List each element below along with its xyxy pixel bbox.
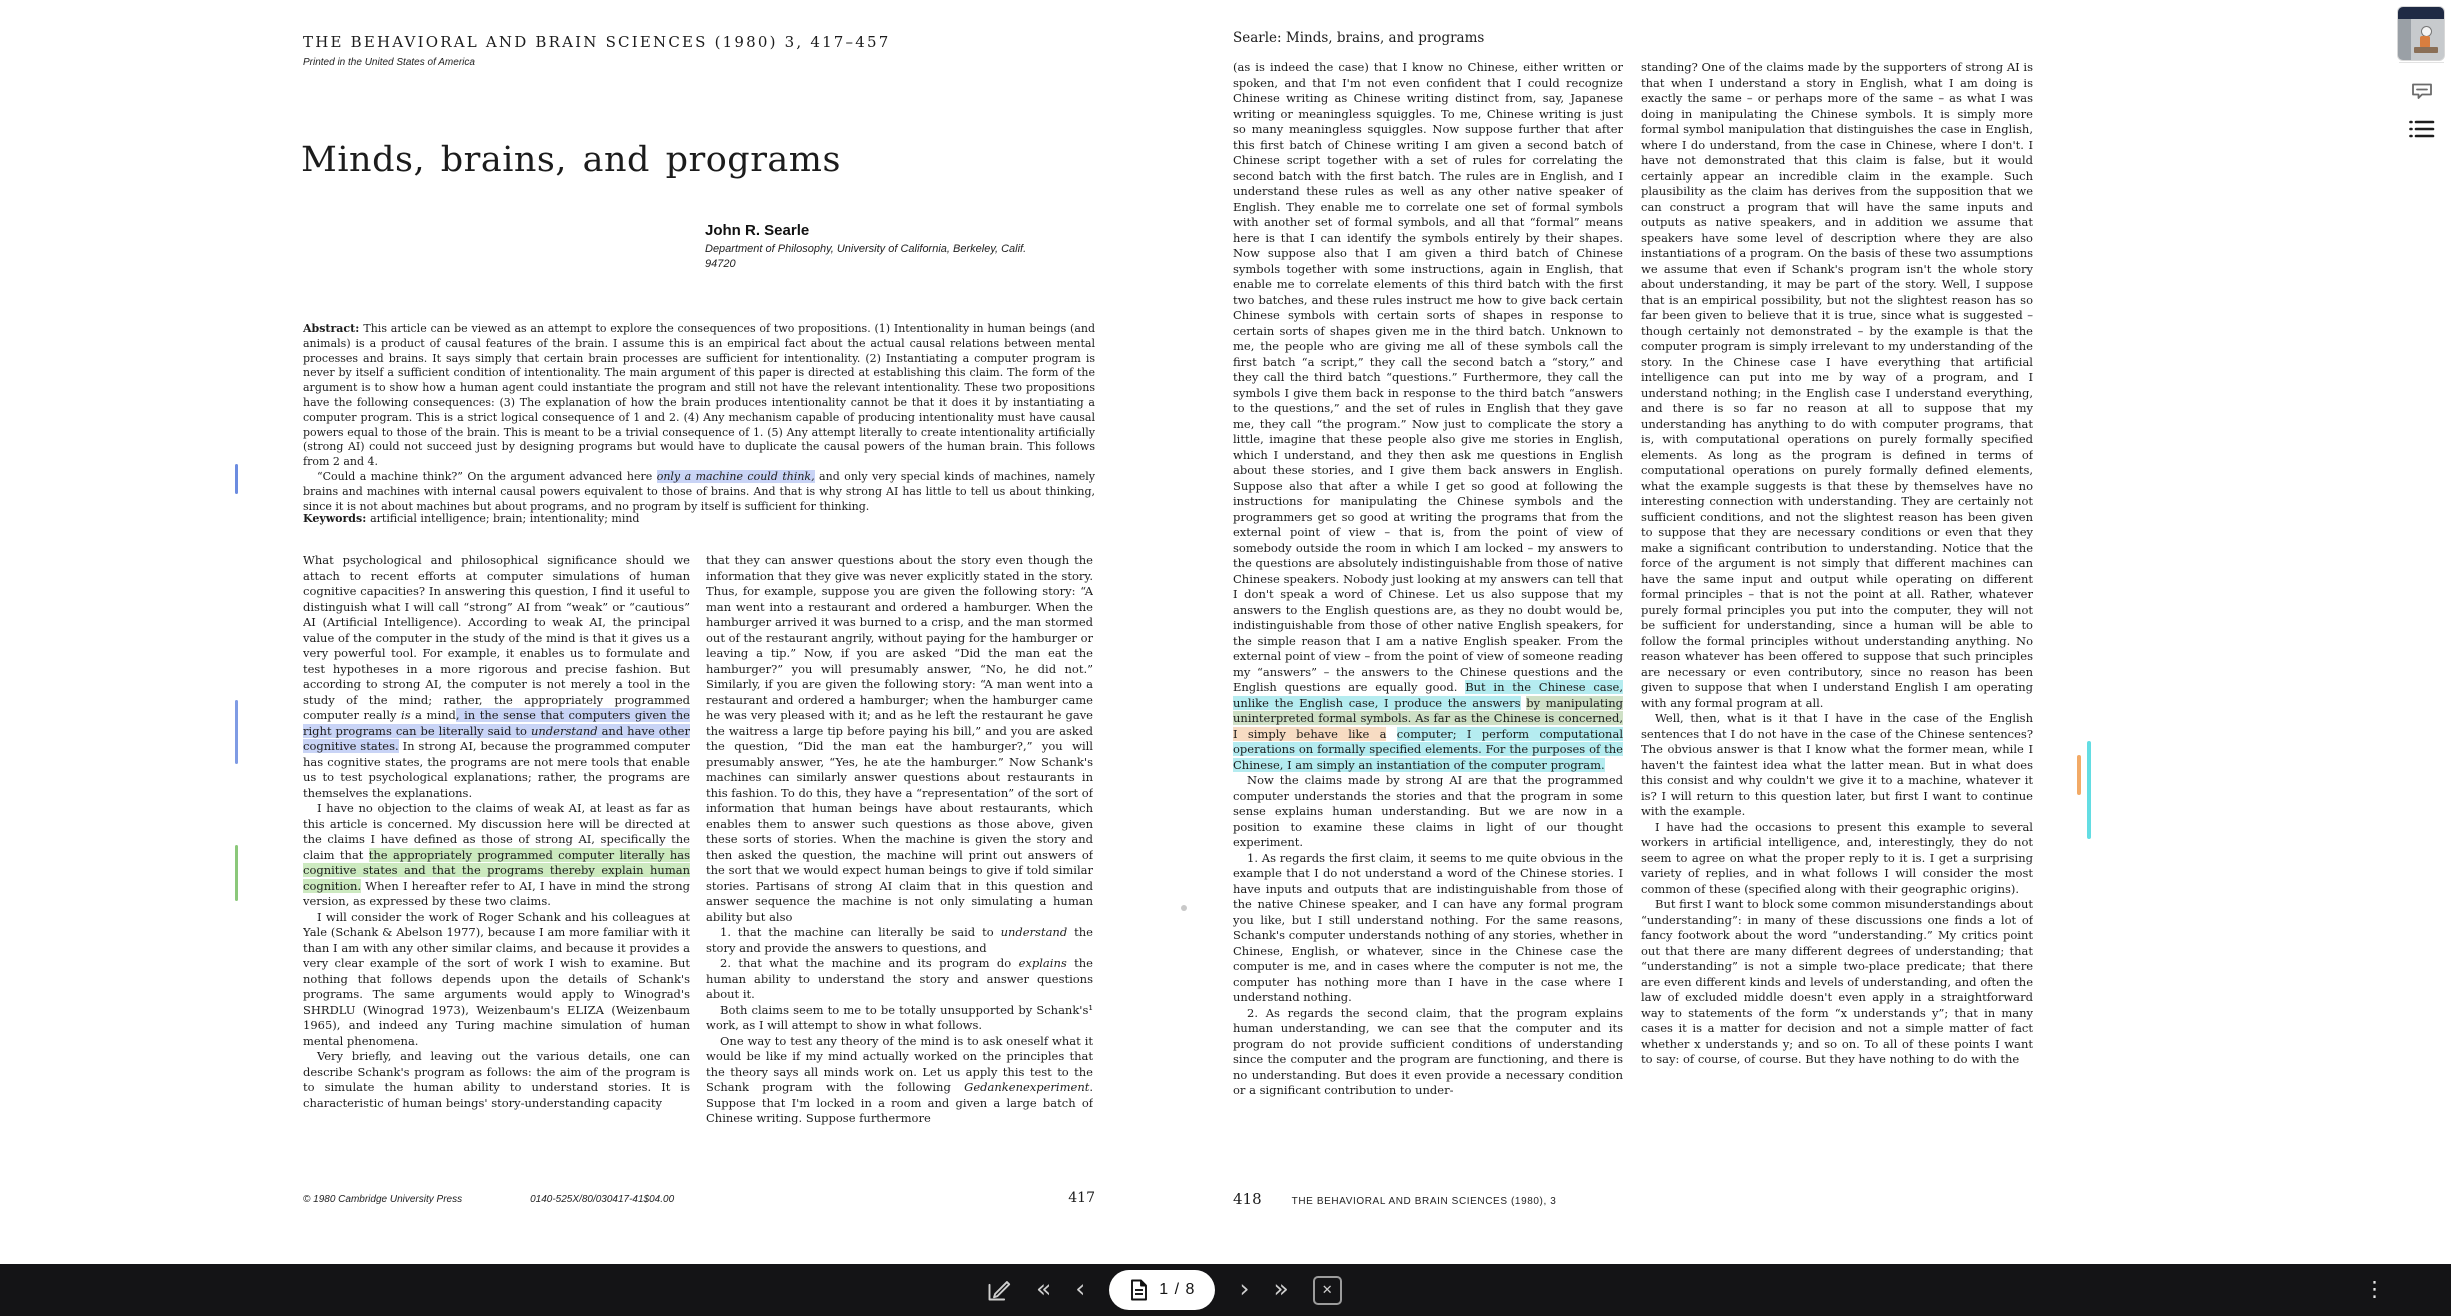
paragraph xyxy=(303,1049,690,1111)
paragraph xyxy=(1233,773,1623,851)
text-run: I have no objection to the claims of weak AI, at least as far as this article is concerned. My discussion here will be directed at the claims I have defined as those of strong AI, specifically the claim that xyxy=(303,801,690,862)
paragraph xyxy=(706,1034,1093,1127)
text-run: explains xyxy=(1018,956,1067,970)
margin-marker-cyan-right[interactable] xyxy=(2087,741,2091,839)
highlight-annotation[interactable]: only a machine could think, xyxy=(656,469,815,483)
left-page-column-2 xyxy=(706,553,1093,1171)
kebab-menu-icon[interactable]: ⋮ xyxy=(2364,1277,2385,1301)
comment-icon[interactable] xyxy=(2409,78,2435,104)
left-page-footer xyxy=(303,1190,1095,1206)
author-affiliation-line2: 94720 xyxy=(705,258,736,270)
text-run xyxy=(1386,727,1396,741)
issn-line: 0140-525X/80/030417-41$04.00 xyxy=(530,1194,675,1205)
text-run: I will consider the work of Roger Schank and his colleagues at Yale (Schank & Abelson 1977), because I am more familiar with it than I am with any other similar claims, and because it provides a very clear example of the sort of work I wish to examine. But nothing that follows depends upon the details of Schank's programs. The same arguments would apply to Winograd's SHRDLU (Winograd 1973), Weizenbaum's ELIZA (Weizenbaum 1965), and indeed any Turing machine simulation of human mental phenomena. xyxy=(303,909,690,1048)
copyright-line: © 1980 Cambridge University Press xyxy=(303,1194,463,1205)
highlight-annotation[interactable]: the appropriately programmed computer literally has cognitive states and that the programs thereby explain human cognition. xyxy=(303,847,690,893)
highlight-annotation[interactable]: and have other cognitive states. xyxy=(303,723,690,753)
text-run: In strong AI, because the programmed computer has cognitive states, the programs are not mere tools that enable us to test psychological explanations; rather, the programs are themselves the explanations. xyxy=(303,739,690,800)
margin-marker-blue-abstract[interactable] xyxy=(235,464,238,494)
highlight-annotation[interactable]: by manipulating uninterpreted formal symbols. As far as the Chinese is concerned, xyxy=(1233,695,1623,725)
highlight-annotation[interactable]: computer; I perform computational operations on formally specified elements. For the purposes of the Chinese, I am simply an instantiation of the computer program. xyxy=(1233,726,1623,772)
paragraph xyxy=(1233,60,1623,773)
highlight-annotation[interactable]: I simply behave like a xyxy=(1233,726,1387,741)
printed-in-line: Printed in the United States of America xyxy=(303,57,475,68)
next-page-icon[interactable]: › xyxy=(1239,1273,1250,1303)
text-run: 2. As regards the second claim, that the program explains human understanding, we can see that the computer and its program do not provide sufficient conditions of understanding since the computer and the program are functioning, and there is no understanding. But does it even provide a necessary condition or a significant contribution to under- xyxy=(1233,1005,1623,1097)
thumbnail-art xyxy=(2422,27,2431,36)
text-run: and only very special kinds of machines, namely brains and machines with internal causal powers equivalent to those of brains. And that is why strong AI has little to tell us about thinking, since it is not about machines but about programs, and no program by itself is sufficient for thinking. xyxy=(303,469,1096,513)
highlight-annotation[interactable]: , in the sense that computers given the right programs can be literally said to xyxy=(303,708,690,738)
paragraph xyxy=(303,322,1095,470)
previous-page-icon[interactable]: ‹ xyxy=(1075,1273,1086,1303)
paragraph xyxy=(1641,820,2033,898)
journal-footer-line: THE BEHAVIORAL AND BRAIN SCIENCES (1980), 3 xyxy=(1291,1196,1557,1207)
paragraph xyxy=(706,956,1093,1003)
text-run: What psychological and philosophical significance should we attach to recent efforts at computer simulations of human cognitive capacities? In answering this question, I find it useful to distinguish what I will call “strong” AI from “weak” or “cautious” AI (Artificial Intelligence). According to weak AI, the principal value of the computer in the study of the mind is that it gives us a very powerful tool. For example, it enables us to formulate and test hypotheses in a more rigorous and precise fashion. But according to strong AI, the computer is not merely a tool in the study of the mind; rather, the appropriately programmed computer really xyxy=(303,553,690,722)
page-number-418: 418 xyxy=(1233,1190,1262,1208)
text-run: (as is indeed the case) that I know no Chinese, either written or spoken, and that I'm not even confident that I could recognize Chinese writing as Chinese writing distinct from, say, Japanese writing or meaningless squiggles. To me, Chinese writing is just so many meaningless squiggles. Now suppose further that after this first batch of Chinese writing I am given a second batch of Chinese script together with a set of rules for correlating the second batch with the first batch. The rules are in English, and I understand these rules as well as any other native speaker of English. They enable me to correlate one set of formal symbols with another set of formal symbols, and all that “formal” means here is that I can identify the symbols entirely by their shapes. Now suppose also that I am given a third batch of Chinese symbols together with some instructions, again in English, that enable me to correlate elements of this third batch with the first two batches, and these rules instruct me how to give back certain Chinese symbols with certain sorts of shapes in response to certain sorts of shapes given me in the third batch. Unknown to me, the people who are giving me all of these symbols call the first batch “a script,” they call the second batch a “story,” and they call the third batch “questions.” Furthermore, they call the symbols I give them back in response to the third batch “answers to the questions,” and the set of rules in English that they gave me, they call “the program.” Now just to complicate the story a little, imagine that these people also give me stories in English, which I understand, and they then ask me questions in English about these stories, and I give them back answers in English. Suppose also that after a while I get so good at following the instructions for manipulating the Chinese symbols and the programmers get so good at writing the programs that from the external point of view – that is, from the point of view of somebody outside the room in which I am locked – my answers to the questions are absolutely indistinguishable from those of native Chinese speakers. Nobody just looking at my answers can tell that I don't speak a word of Chinese. Let us also suppose that my answers to the English questions are, as they no doubt would be, indistinguishable from those of other native English speakers, for the simple reason that I am a native English speaker. From the external point of view – from the point of view of someone reading my “answers” – the answers to the Chinese questions and the English questions are equally good. xyxy=(1233,60,1623,694)
keywords-line xyxy=(303,512,1095,525)
margin-marker-orange-right[interactable] xyxy=(2077,755,2081,795)
paragraph xyxy=(303,470,1095,514)
annotate-icon[interactable] xyxy=(985,1277,1012,1304)
right-page-footer xyxy=(1233,1190,1556,1208)
text-run: Keywords: xyxy=(303,512,371,525)
text-run: 2. that what the machine and its program do xyxy=(720,956,1019,970)
text-run: understand xyxy=(1000,925,1068,939)
paragraph xyxy=(706,553,1093,925)
text-run: that they can answer questions about the story even though the information that they give was never explicitly stated in the story. Thus, for example, suppose you are given the following story: “A man went into a restaurant and ordered a hamburger. When the hamburger arrived it was burned to a crisp, and the man stormed out of the restaurant angrily, without paying for the hamburger or leaving a tip.” Now, if you are asked “Did the man eat the hamburger?” you will presumably answer, “No, he did not.” Similarly, if you are given the following story: “A man went into a restaurant and ordered a hamburger; when the hamburger came he was very pleased with it; and as he left the restaurant he gave the waitress a large tip before paying his bill,” and you are asked the question, “Did the man eat the hamburger?,” you will presumably answer, “Yes, he ate the hamburger.” Now Schank's machines can similarly answer questions about restaurants in this fashion. To do this, they have a “representation” of the sort of information that human beings have about restaurants, which enables them to answer such questions as those above, given these sorts of stories. When the machine is given the story and then asked the question, the machine will print out answers of the sort that we would expect human beings to give if told similar stories. Partisans of strong AI claim that in this question and answer sequence the machine is not only simulating a human ability but also xyxy=(706,553,1093,924)
last-page-icon[interactable]: » xyxy=(1273,1273,1289,1303)
paragraph xyxy=(1641,60,2033,711)
text-run: Well, then, what is it that I have in the case of the English sentences that I do not have in the case of the Chinese sentences? The obvious answer is that I know what the former mean, while I haven't the faintest idea what the latter mean. But in what does this consist and why couldn't we give it to a machine, whatever it is? I will return to this question later, but first I want to continue with the example. xyxy=(1641,711,2033,818)
outline-list-icon[interactable] xyxy=(2409,116,2435,142)
right-page-column-1 xyxy=(1233,60,1623,1250)
annotation-dot[interactable] xyxy=(1181,905,1187,911)
thumbnail-art xyxy=(2398,7,2444,19)
page-indicator-pill[interactable] xyxy=(1109,1270,1215,1310)
right-page-column-2 xyxy=(1641,60,2033,1192)
paragraph xyxy=(1641,711,2033,820)
paragraph xyxy=(706,1003,1093,1034)
author-name: John R. Searle xyxy=(705,222,810,239)
paragraph xyxy=(303,801,690,910)
text-run: is xyxy=(401,708,411,722)
paragraph xyxy=(303,512,1095,525)
text-run: “Could a machine think?” On the argument advanced here xyxy=(317,469,657,483)
page-number-417: 417 xyxy=(1068,1190,1095,1206)
document-icon xyxy=(1129,1279,1149,1301)
article-title: Minds, brains, and programs xyxy=(301,140,841,180)
left-page-column-1 xyxy=(303,553,690,1171)
text-run: 1. As regards the first claim, it seems to me quite obvious in the example that I do not understand a word of the Chinese stories. I have inputs and outputs that are indistinguishable from those of the native Chinese speaker, and I can have any formal program you like, but I still understand nothing. For the same reasons, Schank's computer understands nothing of any stories, whether in Chinese, English, or whatever, since in the Chinese case the computer is me, and in cases where the computer is not me, the computer has nothing more than I have in the case where I understand nothing. xyxy=(1233,850,1623,1004)
paragraph xyxy=(706,925,1093,956)
paragraph xyxy=(303,910,690,1050)
margin-marker-green-col1[interactable] xyxy=(235,845,238,901)
text-run: . Suppose that I'm locked in a room and given a large batch of Chinese writing. Suppose furthermore xyxy=(706,1080,1093,1125)
toolbar-controls xyxy=(985,1264,1342,1316)
text-run: Gedankenexperiment xyxy=(964,1080,1090,1094)
highlight-annotation[interactable]: understand xyxy=(530,723,598,738)
text-run: One way to test any theory of the mind is to ask oneself what it would be like if my mind actually worked on the principles that the theory says all minds work on. Let us apply this test to the Schank program with the following xyxy=(706,1033,1093,1094)
text-run: a mind xyxy=(410,708,456,722)
text-run: This article can be viewed as an attempt to explore the consequences of two propositions. (1) Intentionality in human beings (and animals) is a product of causal features of the brain. I assume this is an empirical fact about the actual causal relations between mental processes and brains. It says simply that certain brain processes are sufficient for intentionality. (2) Instantiating a computer program is never by itself a sufficient condition of intentionality. The main argument of this paper is directed at establishing this claim. The form of the argument is to show how a human agent could instantiate the program and still not have the relevant intentionality. These two propositions have the following consequences: (3) The explanation of how the brain produces intentionality cannot be that it does it by instantiating a computer program. This is a strict logical consequence of 1 and 2. (4) Any mechanism capable of producing intentionality must have causal powers equal to those of the brain. This is meant to be a trivial consequence of 1. (5) Any attempt literally to create intentionality artificially (strong AI) could not succeed just by designing programs but would have to duplicate the causal powers of the human brain. This follows from 2 and 4. xyxy=(303,322,1095,469)
text-run: 1. that the machine can literally be said to xyxy=(720,925,1001,939)
text-run: artificial intelligence; brain; intentionality; mind xyxy=(370,512,640,525)
close-icon[interactable]: ✕ xyxy=(1313,1276,1342,1305)
text-run: I have had the occasions to present this example to several workers in artificial intelligence, and, interestingly, they do not seem to agree on what the proper reply to it is. I get a surprising variety of replies, and in what follows I will consider the most common of these (specified along with their geographic origins). xyxy=(1641,819,2033,896)
margin-marker-blue-col1[interactable] xyxy=(235,700,238,764)
abstract xyxy=(303,322,1095,514)
text-run: But first I want to block some common misunderstandings about “understanding”: in many of these discussions one finds a lot of fancy footwork about the word “understanding.” My critics point out that there are many different degrees of understanding; that “understanding” is not a simple two-place predicate; that there are even different kinds and levels of understanding, and often the law of excluded middle doesn't even apply in a straightforward way to statements of the form “x understands y”; that in many cases it is a matter for decision and not a simple matter of fact whether x understands y; and so on. To all of these points I want to say: of course, of course. But they have nothing to do with the xyxy=(1641,897,2033,1066)
paragraph xyxy=(1233,851,1623,1006)
text-run: Now the claims made by strong AI are that the programmed computer understands the stories and that the program in some sense explains human understanding. But we are now in a position to examine these claims in light of our thought experiment. xyxy=(1233,773,1623,849)
author-affiliation xyxy=(705,242,1026,272)
paragraph xyxy=(303,553,690,801)
first-page-icon[interactable]: « xyxy=(1036,1273,1052,1303)
author-block xyxy=(705,222,1026,272)
page-thumbnail[interactable] xyxy=(2398,7,2444,60)
paragraph xyxy=(1233,1006,1623,1099)
thumbnail-art xyxy=(2414,47,2438,53)
author-affiliation-line1: Department of Philosophy, University of California, Berkeley, Calif. xyxy=(705,243,1027,255)
text-run: standing? One of the claims made by the supporters of strong AI is that when I understand a story in English, what I am doing is exactly the same – or perhaps more of the same – as what I was doing in manipulating the Chinese symbols. It is simply more formal symbol manipulation that distinguishes the case in English, where I do understand, from the case in Chinese, where I don't. I have not demonstrated that this claim is false, but it would certainly appear an incredible claim in the example. Such plausibility as the claim has derives from the supposition that we can construct a program that will have the same inputs and outputs as native speakers, and in addition we assume that speakers have some level of description where they are also instantiations of a program. On the basis of these two assumptions we assume that even if Schank's program isn't the whole story about understanding, it may be part of the story. Well, I suppose that is an empirical possibility, but not the slightest reason has so far been given to believe that it is true, since what is suggested – though certainly not demonstrated – by the example is that the computer program is simply irrelevant to my understanding of the story. In the Chinese case I have everything that artificial intelligence can put into me by way of a program, and I understand nothing; in the English case I understand everything, and there is so far no reason at all to suppose that my understanding has anything to do with computer programs, that is, with computational operations on purely formally specified elements. As long as the program is defined in terms of computational operations on purely formally defined elements, what the example suggests is that these by themselves have no interesting connection with understanding. They are certainly not sufficient conditions, and not the slightest reason has been given to suppose that they are necessary conditions or even that they make a significant contribution to understanding. Notice that the force of the argument is not simply that different machines can have the same input and output while operating on different formal principles – that is not the point at all. Rather, whatever purely formal principles you put into the computer, they will not be sufficient for understanding, since a human will be able to follow the formal principles without understanding anything. No reason whatever has been offered to suppose that such principles are necessary or even contributory, since no reason has been given to suppose that when I understand English I am operating with any formal program at all. xyxy=(1641,60,2033,710)
paragraph xyxy=(1641,897,2033,1068)
text-run: Very briefly, and leaving out the various details, one can describe Schank's program as follows: the aim of the program is to simulate the human ability to understand stories. It is characteristic of human beings' story-understanding capacity xyxy=(303,1049,690,1110)
text-run: When I hereafter refer to AI, I have in mind the strong version, as expressed by these two claims. xyxy=(303,878,690,908)
highlight-annotation[interactable]: But in the Chinese case, unlike the English case, I produce the answers xyxy=(1233,680,1623,710)
text-run: Both claims seem to me to be totally unsupported by Schank's¹ work, as I will attempt to show in what follows. xyxy=(706,1002,1093,1032)
page-indicator: 1 / 8 xyxy=(1159,1281,1196,1298)
rail-divider xyxy=(2399,62,2444,63)
text-run: Abstract: xyxy=(303,322,364,335)
text-run: the human ability to understand the story and answer questions about it. xyxy=(706,956,1093,1001)
bottom-toolbar xyxy=(0,1264,2451,1316)
text-run: the story and provide the answers to questions, and xyxy=(706,925,1093,955)
journal-header: THE BEHAVIORAL AND BRAIN SCIENCES (1980) 3, 417–457 xyxy=(303,33,891,51)
running-head: Searle: Minds, brains, and programs xyxy=(1233,30,1485,46)
